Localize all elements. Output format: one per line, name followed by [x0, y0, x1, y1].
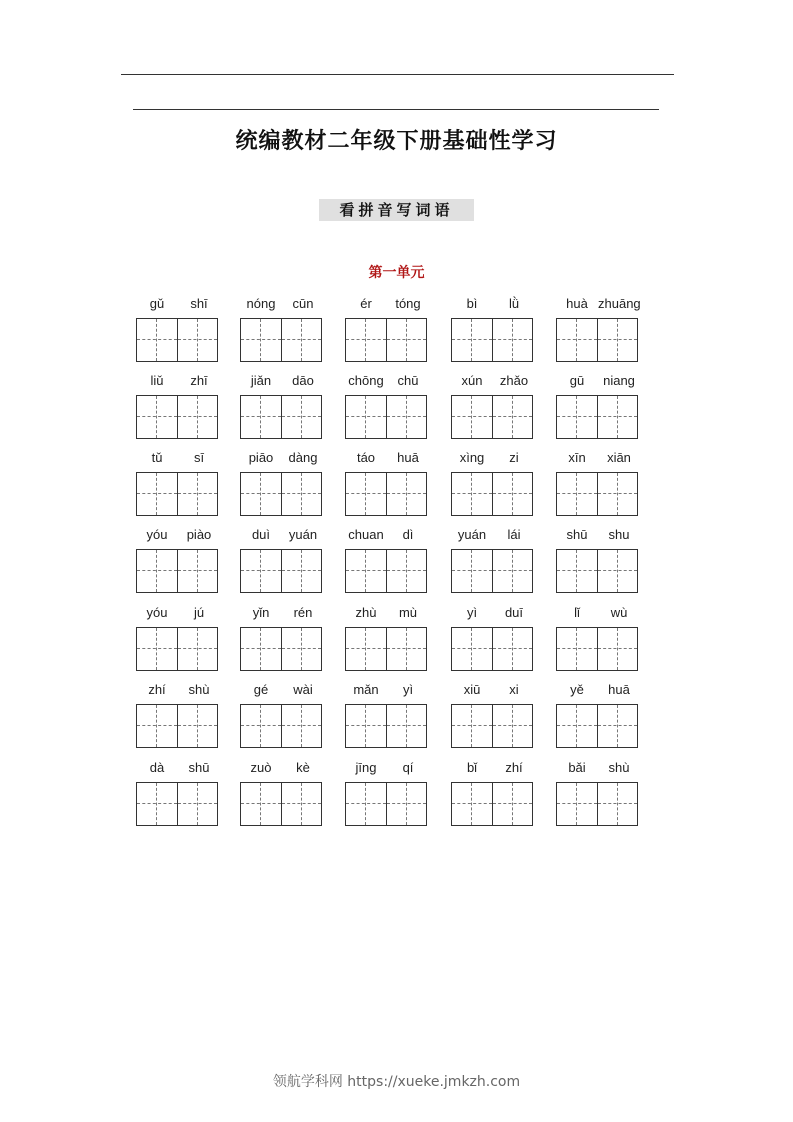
- tianzige-box[interactable]: [597, 473, 637, 515]
- pinyin-syllable: shù: [608, 760, 630, 775]
- tianzige-box[interactable]: [452, 628, 492, 670]
- pinyin-syllable: duī: [504, 605, 524, 620]
- writing-boxes: [556, 395, 638, 439]
- writing-boxes: [451, 549, 533, 593]
- pinyin-syllable: mù: [398, 605, 418, 620]
- word-cell: [240, 450, 324, 470]
- word-cell: [136, 682, 220, 702]
- pinyin-syllable: táo: [356, 450, 376, 465]
- pinyin-syllable: zhǎo: [499, 373, 529, 388]
- tianzige-box[interactable]: [177, 550, 217, 592]
- pinyin-label: [451, 527, 535, 547]
- tianzige-box[interactable]: [137, 628, 177, 670]
- pinyin-syllable: chū: [397, 373, 419, 388]
- pinyin-label: [451, 605, 535, 625]
- tianzige-box[interactable]: [386, 473, 426, 515]
- pinyin-syllable: yuán: [457, 527, 487, 542]
- pinyin-syllable: jiǎn: [250, 373, 272, 388]
- pinyin-label: [136, 605, 220, 625]
- word-cell: [556, 605, 640, 625]
- word-cell: [556, 373, 640, 393]
- word-cell: [451, 450, 535, 470]
- pinyin-syllable: wài: [293, 682, 313, 697]
- tianzige-box[interactable]: [177, 783, 217, 825]
- word-cell: [345, 682, 429, 702]
- tianzige-box[interactable]: [597, 705, 637, 747]
- tianzige-box[interactable]: [492, 473, 532, 515]
- tianzige-box[interactable]: [281, 628, 321, 670]
- tianzige-box[interactable]: [492, 396, 532, 438]
- pinyin-label: [345, 760, 429, 780]
- pinyin-syllable: mǎn: [353, 682, 379, 697]
- pinyin-syllable: bì: [466, 296, 478, 311]
- tianzige-box[interactable]: [137, 473, 177, 515]
- word-cell: [556, 682, 640, 702]
- pinyin-syllable: shu: [608, 527, 630, 542]
- pinyin-syllable: piāo: [248, 450, 274, 465]
- tianzige-box[interactable]: [241, 550, 281, 592]
- tianzige-box[interactable]: [137, 550, 177, 592]
- writing-boxes: [556, 549, 638, 593]
- pinyin-syllable: tǔ: [151, 450, 163, 465]
- pinyin-syllable: shū: [566, 527, 588, 542]
- writing-boxes: [240, 395, 322, 439]
- footer-watermark: 领航学科网 https://xueke.jmkzh.com: [272, 1074, 521, 1090]
- pinyin-syllable: ér: [360, 296, 372, 311]
- word-cell: [345, 527, 429, 547]
- word-cell: [136, 527, 220, 547]
- tianzige-box[interactable]: [557, 396, 597, 438]
- pinyin-label: [136, 450, 220, 470]
- word-cell: [240, 373, 324, 393]
- pinyin-label: [240, 760, 324, 780]
- tianzige-box[interactable]: [137, 396, 177, 438]
- pinyin-syllable: dì: [402, 527, 414, 542]
- section-title: 看拼音写词语: [319, 199, 474, 221]
- writing-boxes: [345, 395, 427, 439]
- pinyin-label: [451, 760, 535, 780]
- pinyin-syllable: gū: [569, 373, 585, 388]
- pinyin-syllable: zhí: [148, 682, 166, 697]
- word-cell: [556, 527, 640, 547]
- tianzige-box[interactable]: [452, 473, 492, 515]
- writing-boxes: [556, 472, 638, 516]
- writing-boxes: [556, 782, 638, 826]
- pinyin-label: [345, 682, 429, 702]
- writing-boxes: [345, 549, 427, 593]
- writing-boxes: [136, 395, 218, 439]
- writing-boxes: [451, 395, 533, 439]
- pinyin-syllable: shù: [188, 682, 210, 697]
- tianzige-box[interactable]: [281, 319, 321, 361]
- pinyin-syllable: shī: [190, 296, 208, 311]
- writing-boxes: [240, 549, 322, 593]
- pinyin-label: [556, 760, 640, 780]
- pinyin-syllable: chuan: [348, 527, 384, 542]
- word-cell: [556, 450, 640, 470]
- pinyin-label: [556, 296, 640, 316]
- tianzige-box[interactable]: [557, 628, 597, 670]
- word-cell: [451, 373, 535, 393]
- writing-boxes: [345, 627, 427, 671]
- writing-boxes: [345, 704, 427, 748]
- tianzige-box[interactable]: [452, 396, 492, 438]
- writing-boxes: [240, 627, 322, 671]
- pinyin-label: [556, 450, 640, 470]
- word-cell: [240, 682, 324, 702]
- tianzige-box[interactable]: [241, 396, 281, 438]
- tianzige-box[interactable]: [452, 705, 492, 747]
- pinyin-syllable: rén: [293, 605, 313, 620]
- tianzige-box[interactable]: [597, 783, 637, 825]
- word-cell: [345, 450, 429, 470]
- writing-boxes: [136, 782, 218, 826]
- pinyin-syllable: dàng: [288, 450, 318, 465]
- pinyin-syllable: chōng: [348, 373, 384, 388]
- pinyin-syllable: shū: [188, 760, 210, 775]
- pinyin-label: [345, 373, 429, 393]
- pinyin-syllable: tóng: [395, 296, 421, 311]
- tianzige-box[interactable]: [492, 628, 532, 670]
- word-cell: [345, 760, 429, 780]
- tianzige-box[interactable]: [386, 705, 426, 747]
- pinyin-syllable: gé: [253, 682, 269, 697]
- pinyin-syllable: zhī: [190, 373, 208, 388]
- writing-boxes: [451, 782, 533, 826]
- writing-boxes: [240, 704, 322, 748]
- pinyin-syllable: qí: [402, 760, 414, 775]
- tianzige-box[interactable]: [177, 705, 217, 747]
- word-cell: [240, 760, 324, 780]
- pinyin-syllable: sī: [193, 450, 205, 465]
- pinyin-label: [345, 296, 429, 316]
- pinyin-label: [240, 527, 324, 547]
- document-title: 统编教材二年级下册基础性学习: [235, 129, 558, 154]
- pinyin-syllable: jú: [193, 605, 205, 620]
- tianzige-box[interactable]: [597, 319, 637, 361]
- tianzige-box[interactable]: [557, 705, 597, 747]
- pinyin-label: [345, 605, 429, 625]
- pinyin-label: [240, 682, 324, 702]
- tianzige-box[interactable]: [281, 783, 321, 825]
- tianzige-box[interactable]: [346, 783, 386, 825]
- tianzige-box[interactable]: [452, 550, 492, 592]
- pinyin-label: [240, 373, 324, 393]
- pinyin-label: [345, 527, 429, 547]
- writing-boxes: [345, 782, 427, 826]
- tianzige-box[interactable]: [281, 550, 321, 592]
- pinyin-syllable: liǔ: [150, 373, 164, 388]
- word-cell: [240, 527, 324, 547]
- pinyin-syllable: xīn: [568, 450, 586, 465]
- word-cell: [556, 760, 640, 780]
- pinyin-syllable: zuò: [250, 760, 272, 775]
- pinyin-syllable: yě: [570, 682, 584, 697]
- pinyin-label: [451, 682, 535, 702]
- pinyin-label: [240, 450, 324, 470]
- tianzige-box[interactable]: [557, 783, 597, 825]
- pinyin-syllable: huā: [397, 450, 419, 465]
- pinyin-syllable: xìng: [459, 450, 485, 465]
- tianzige-box[interactable]: [452, 319, 492, 361]
- pinyin-syllable: niang: [603, 373, 635, 388]
- pinyin-syllable: lái: [507, 527, 521, 542]
- pinyin-label: [451, 373, 535, 393]
- tianzige-box[interactable]: [346, 473, 386, 515]
- writing-boxes: [136, 704, 218, 748]
- tianzige-box[interactable]: [492, 705, 532, 747]
- tianzige-box[interactable]: [241, 628, 281, 670]
- pinyin-syllable: bǐ: [466, 760, 478, 775]
- pinyin-label: [451, 296, 535, 316]
- pinyin-label: [136, 527, 220, 547]
- tianzige-box[interactable]: [137, 783, 177, 825]
- pinyin-syllable: zi: [509, 450, 519, 465]
- writing-boxes: [136, 318, 218, 362]
- pinyin-label: [556, 373, 640, 393]
- tianzige-box[interactable]: [557, 550, 597, 592]
- word-cell: [240, 605, 324, 625]
- tianzige-box[interactable]: [241, 473, 281, 515]
- pinyin-syllable: wù: [610, 605, 628, 620]
- tianzige-box[interactable]: [557, 473, 597, 515]
- tianzige-box[interactable]: [557, 319, 597, 361]
- word-cell: [136, 760, 220, 780]
- pinyin-syllable: kè: [296, 760, 310, 775]
- tianzige-box[interactable]: [346, 319, 386, 361]
- word-cell: [136, 373, 220, 393]
- writing-boxes: [451, 627, 533, 671]
- tianzige-box[interactable]: [177, 319, 217, 361]
- word-cell: [136, 296, 220, 316]
- pinyin-syllable: zhí: [505, 760, 523, 775]
- pinyin-syllable: duì: [251, 527, 271, 542]
- tianzige-box[interactable]: [386, 550, 426, 592]
- pinyin-label: [556, 682, 640, 702]
- tianzige-box[interactable]: [492, 550, 532, 592]
- writing-boxes: [451, 472, 533, 516]
- writing-boxes: [240, 472, 322, 516]
- tianzige-box[interactable]: [177, 473, 217, 515]
- word-cell: [136, 450, 220, 470]
- pinyin-syllable: xiū: [463, 682, 481, 697]
- pinyin-label: [345, 450, 429, 470]
- writing-boxes: [240, 782, 322, 826]
- tianzige-box[interactable]: [177, 628, 217, 670]
- pinyin-label: [556, 605, 640, 625]
- writing-boxes: [451, 318, 533, 362]
- header-rule-inner: [133, 109, 659, 110]
- tianzige-box[interactable]: [597, 550, 637, 592]
- writing-boxes: [136, 472, 218, 516]
- tianzige-box[interactable]: [346, 628, 386, 670]
- tianzige-box[interactable]: [386, 783, 426, 825]
- word-cell: [345, 296, 429, 316]
- tianzige-box[interactable]: [177, 396, 217, 438]
- pinyin-syllable: dāo: [292, 373, 314, 388]
- pinyin-syllable: zhù: [355, 605, 377, 620]
- pinyin-syllable: yǐn: [252, 605, 270, 620]
- pinyin-label: [136, 373, 220, 393]
- writing-boxes: [136, 549, 218, 593]
- pinyin-label: [556, 527, 640, 547]
- pinyin-syllable: huà: [566, 296, 588, 311]
- writing-boxes: [451, 704, 533, 748]
- pinyin-syllable: huā: [608, 682, 630, 697]
- tianzige-box[interactable]: [281, 705, 321, 747]
- pinyin-syllable: yóu: [146, 605, 168, 620]
- pinyin-label: [451, 450, 535, 470]
- tianzige-box[interactable]: [386, 319, 426, 361]
- writing-boxes: [556, 704, 638, 748]
- word-cell: [345, 605, 429, 625]
- pinyin-syllable: yóu: [146, 527, 168, 542]
- word-cell: [136, 605, 220, 625]
- tianzige-box[interactable]: [452, 783, 492, 825]
- writing-boxes: [556, 318, 638, 362]
- writing-boxes: [345, 318, 427, 362]
- pinyin-syllable: bǎi: [568, 760, 586, 775]
- unit-title: 第一单元: [368, 265, 425, 281]
- tianzige-box[interactable]: [137, 319, 177, 361]
- pinyin-syllable: zhuāng: [598, 296, 641, 311]
- tianzige-box[interactable]: [241, 705, 281, 747]
- tianzige-box[interactable]: [386, 396, 426, 438]
- word-cell: [240, 296, 324, 316]
- pinyin-syllable: jīng: [355, 760, 377, 775]
- pinyin-syllable: yì: [402, 682, 414, 697]
- pinyin-syllable: nóng: [246, 296, 276, 311]
- tianzige-box[interactable]: [386, 628, 426, 670]
- pinyin-syllable: xi: [509, 682, 519, 697]
- pinyin-syllable: xiān: [607, 450, 631, 465]
- pinyin-syllable: cūn: [292, 296, 314, 311]
- tianzige-box[interactable]: [241, 319, 281, 361]
- tianzige-box[interactable]: [137, 705, 177, 747]
- pinyin-syllable: dà: [149, 760, 165, 775]
- pinyin-syllable: yuán: [288, 527, 318, 542]
- word-cell: [451, 527, 535, 547]
- word-cell: [451, 605, 535, 625]
- pinyin-syllable: gǔ: [149, 296, 165, 311]
- writing-boxes: [136, 627, 218, 671]
- writing-boxes: [556, 627, 638, 671]
- tianzige-box[interactable]: [597, 396, 637, 438]
- pinyin-label: [240, 605, 324, 625]
- tianzige-box[interactable]: [492, 783, 532, 825]
- tianzige-box[interactable]: [281, 473, 321, 515]
- tianzige-box[interactable]: [241, 783, 281, 825]
- word-cell: [345, 373, 429, 393]
- pinyin-label: [136, 760, 220, 780]
- writing-boxes: [345, 472, 427, 516]
- pinyin-syllable: piào: [186, 527, 212, 542]
- header-rule: [121, 74, 674, 75]
- pinyin-label: [240, 296, 324, 316]
- pinyin-label: [136, 682, 220, 702]
- pinyin-syllable: lǜ: [508, 296, 520, 311]
- tianzige-box[interactable]: [597, 628, 637, 670]
- word-cell: [451, 296, 535, 316]
- tianzige-box[interactable]: [346, 550, 386, 592]
- tianzige-box[interactable]: [346, 705, 386, 747]
- word-cell: [451, 760, 535, 780]
- word-cell: [451, 682, 535, 702]
- word-cell: [556, 296, 640, 316]
- writing-boxes: [240, 318, 322, 362]
- tianzige-box[interactable]: [346, 396, 386, 438]
- tianzige-box[interactable]: [492, 319, 532, 361]
- pinyin-label: [136, 296, 220, 316]
- pinyin-syllable: yì: [466, 605, 478, 620]
- tianzige-box[interactable]: [281, 396, 321, 438]
- pinyin-syllable: lǐ: [574, 605, 580, 620]
- pinyin-syllable: xún: [461, 373, 483, 388]
